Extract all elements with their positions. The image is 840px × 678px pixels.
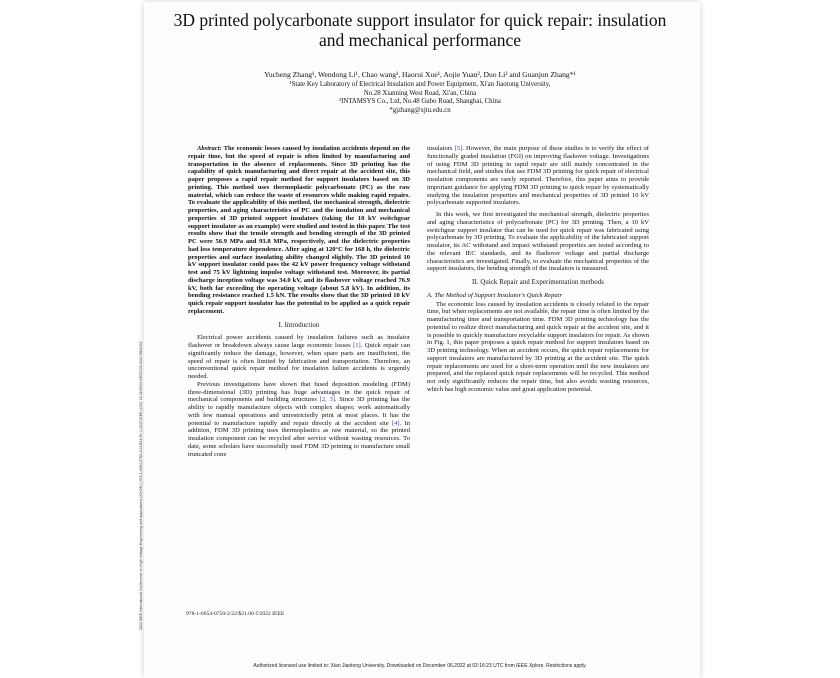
conference-sidebar-text: 2022 IEEE International Conference on High Voltage Engineering and Applications (ICHVE) | 978-1-6654-0750-2/22/$31.00 ©2022 IEEE | DOI: 10.1109/ICHVE53725.2022.9961392 xyxy=(139,341,143,630)
paragraph-text: . Since 3D printing has the ability to rapidly manufacture objects with complex shapes; work automatically with few manual operations and unrestrictedly print at most places. It has the potential to manufacture rapidly and repair directly at the accident site xyxy=(188,396,411,427)
abstract xyxy=(188,145,410,316)
paragraph-text: . However, the main purpose of these studies is to verify the effect of functionally graded insulation (FGI) on improving flashover voltage. Investigations of using FDM 3D printing in rapid repair are still mainly concentrated in the mechanical field, and studies that use FDM 3D printing for quick repair of electrical insulation components are rarely reported. Therefore, this paper aims to provide important guidance for applying FDM 3D printing to quick repair by systematically studying the insulation properties and mechanical properties of 3D printed 10 kV polycarbonate supported insulators. xyxy=(427,145,649,207)
abstract-text: The economic losses caused by insulation accidents depend on the repair time, but the speed of repair is often limited by manufacturing and transportation in the absence of replacements. Since 3D printing has the capability of quick manufacturing and direct repair at the accident site, this paper proposes a rapid repair method for support insulators based on 3D printing. This method uses thermoplastic polycarbonate (PC) as the raw material, which can reduce the waste of resources while making rapid repairs. To evaluate the applicability of this method, the mechanical strength, dielectric properties, and aging characteristics of PC and the insulation and mechanical properties of 3D printed support insulators (taking the 10 kV switchgear support insulator as an example) were studied and tested in this paper. The test results show that the tensile strength and bending strength of the 3D printed PC were 56.9 MPa and 93.8 MPa, respectively, and the dielectric properties had less temperature dependence. After aging at 120°C for 168 h, the dielectric properties and surface insulating ability changed slightly. The 3D printed 10 kV support insulator could pass the 42 kV power frequency voltage withstand test and 75 kV lightning impulse voltage withstand test. Moreover, its partial discharge inception voltage was 34.0 kV, and its flashover voltage reached 76.9 kV, both far exceeding the operating voltage (about 5.8 kV). In addition, its bending resistance reached 1.5 kN. The results show that the 3D printed 10 kV quick repair support insulator has the potential to be applied as a quick repair replacement. xyxy=(188,145,410,315)
paragraph-text: . Quick repair can significantly reduce the damage, however, when spare parts are insufficient, the speed of repair is often limited by fabrication and transportation. Therefore, an unconventional quick repair method for insulation failure accidents is urgently needed. xyxy=(188,342,410,380)
section-heading-methods: II. Quick Repair and Experimentation methods xyxy=(472,279,604,286)
intro-paragraph xyxy=(427,145,649,207)
paragraph-text: Previous investigations have shown that fused deposition modeling (FDM) three-dimensional (3D) printing has huge advantages in the quick repair of mechanical components and building structures xyxy=(188,380,410,404)
intro-paragraph xyxy=(188,334,410,381)
methods-paragraph: The economic loss caused by insulation accidents is closely related to the repair time, but when replacements are not available, the repair time is often limited by the manufacturing time and transportation time. FDM 3D printing technology has the potential to realize direct manufacturing and quick repair at the accident site, and it is possible to quickly manufacture recyclable support insulators for repair. As shown in Fig. 1, this paper proposes a quick repair method for support insulators based on 3D printing technology. When an accident occurs, the quick repair replacements for support insulators are manufactured by 3D printing at the accident site. The quick repair replacements are used for a short-term operation until the new insulators are prepared, and the replaced quick repair replacements will be recycled. This method not only significantly reduces the repair time, but also avoids wasting resources, which has high economic value and great application potential. xyxy=(427,300,649,393)
affiliation-line: ¹State Key Laboratory of Electrical Insulation and Power Equipment, Xi'an Jiaotong University, xyxy=(289,81,551,88)
right-column xyxy=(427,145,649,394)
affiliation-line: ²INTAMSYS Co., Ltd, No.48 Gubo Road, Shanghai, China xyxy=(339,98,501,106)
paragraph-text: . In addition, FDM 3D printing uses thermoplastics as raw material, so the printed insulation component can be recycled after service without wasting resources. To date, some scholars have successfully used FDM 3D printing to manufacture small truncated cone xyxy=(188,419,410,458)
subsection-heading: A. The Method of Support Insulator's Quick Repair xyxy=(427,291,563,299)
section-heading-introduction: I. Introduction xyxy=(278,321,320,329)
affiliation-line: No.28 Xianning West Road, Xi'an, China xyxy=(363,89,477,97)
footer-copyright: 978-1-6654-0750-2/22/$31.00 ©2022 IEEE xyxy=(186,611,285,617)
paragraph-text: Electrical power accidents caused by insulation failures such as insulator flashover or breakdown always cause large economic losses xyxy=(188,334,410,349)
license-notice: Authorized licensed use limited to: Xian Jiaotong University. Downloaded on December 06,2022 at 02:16:23 UTC from IEEE Xplore. Restrictions apply. xyxy=(253,663,587,669)
left-column xyxy=(188,145,410,458)
citation-link[interactable]: [1] xyxy=(353,342,361,349)
author-list: Yucheng Zhang¹, Wendong Li¹, Chao wang¹, Haorui Xue¹, Aojie Yuan², Duo Li² and Guanjun Zhang*¹ xyxy=(264,70,576,79)
intro-paragraph xyxy=(188,381,410,459)
paragraph-text: insulators xyxy=(427,145,455,152)
corresponding-email: *gjzhang@xjtu.edu.cn xyxy=(389,106,451,114)
paper-title: 3D printed polycarbonate support insulator for quick repair: insulation and mechanical performance xyxy=(173,10,667,50)
affiliations xyxy=(170,81,670,115)
abstract-label: Abstract: xyxy=(197,145,222,152)
citation-link[interactable]: [5] xyxy=(454,145,463,152)
citation-link[interactable]: [4] xyxy=(391,419,400,427)
intro-paragraph: In this work, we first investigated the mechanical strength, dielectric properties and aging characteristics of polycarbonate (PC) for 3D printing. Then, a 10 kV switchgear support insulator that can be used for quick repair was fabricated using polycarbonate by 3D printing. To evaluate the applicability of the fabricated support insulator, its AC withstand and impact withstand properties are tested according to the relevant IEC standards, and its flashover voltage and partial discharge characteristics are investigated. Finally, to evaluate the mechanical properties of the support insulators, the bending strength of the insulators is measured. xyxy=(427,211,649,273)
citation-link[interactable]: [2, 3] xyxy=(319,396,335,404)
